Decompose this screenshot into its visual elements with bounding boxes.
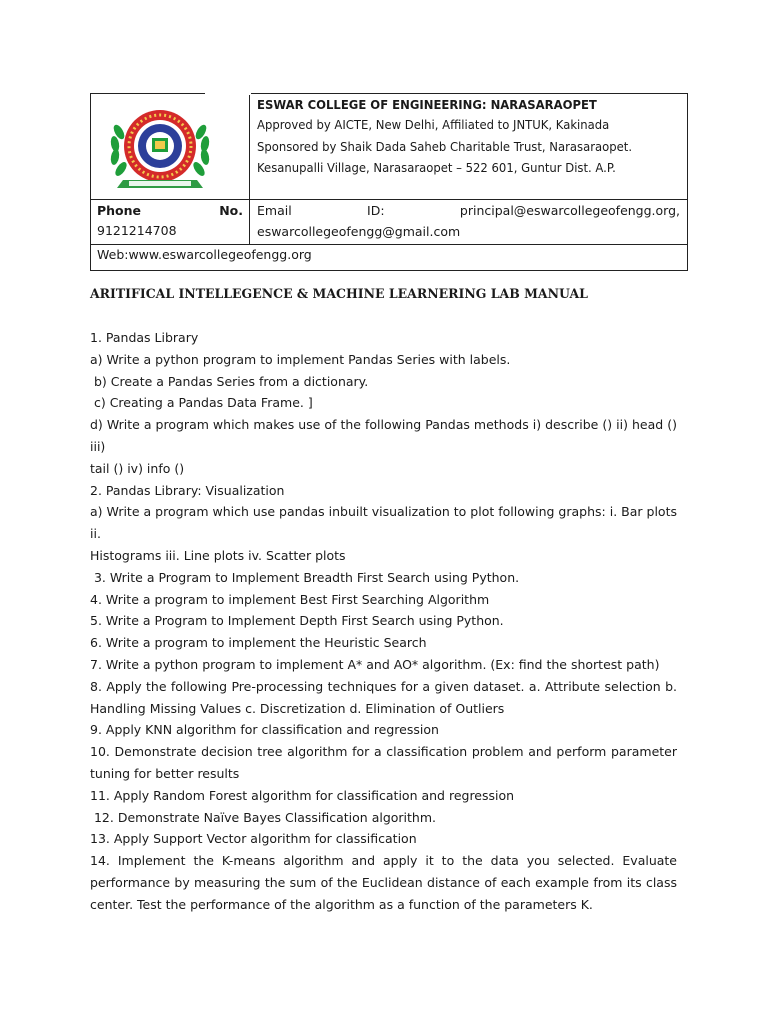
list-line: 11. Apply Random Forest algorithm for classification and regression (90, 787, 515, 803)
list-line: 7. Write a python program to implement A* and AO* algorithm. (Ex: find the shortest path) (90, 656, 660, 672)
sponsor-line: Sponsored by Shaik Dada Saheb Charitable Trust, Narasaraopet. (257, 138, 633, 154)
list-line: 5. Write a Program to Implement Depth First Search using Python. (90, 613, 504, 629)
list-line: center. Test the performance of the algorithm as a function of the parameters K. (90, 896, 593, 912)
phone-label: Phone (97, 203, 142, 218)
college-logo-icon (105, 102, 215, 197)
list-line: 6. Write a program to implement the Heuristic Search (90, 635, 427, 651)
list-line: Histograms iii. Line plots iv. Scatter plots (90, 547, 346, 563)
email-label: Email (257, 203, 292, 218)
approval-line: Approved by AICTE, New Delhi, Affiliated to JNTUK, Kakinada (257, 117, 610, 132)
list-line: 10. Demonstrate decision tree algorithm for a classification problem and perform parameter (90, 744, 677, 760)
website-link[interactable]: Web:www.eswarcollegeofengg.org (97, 247, 312, 262)
college-info-cell (250, 94, 688, 200)
list-line: tuning for better results (90, 765, 240, 781)
phone-number: 9121214708 (97, 223, 177, 238)
phone-no-label: No. (219, 203, 243, 218)
email-secondary[interactable]: eswarcollegeofengg@gmail.com (257, 224, 461, 239)
email-id-label: ID: (367, 203, 385, 218)
address-line: Kesanupalli Village, Narasaraopet – 522 601, Guntur Dist. A.P. (257, 160, 616, 175)
list-line: b) Create a Pandas Series from a dictionary. (90, 373, 369, 389)
email-primary[interactable]: principal@eswarcollegeofengg.org, (459, 203, 680, 218)
manual-title: ARITIFICAL INTELLEGENCE & MACHINE LEARNERING LAB MANUAL (90, 287, 588, 302)
list-line: performance by measuring the sum of the Euclidean distance of each example from its class (90, 874, 677, 890)
list-line: 9. Apply KNN algorithm for classification and regression (90, 722, 439, 738)
phone-cell (91, 200, 250, 245)
website-cell (91, 245, 688, 271)
list-line: d) Write a program which makes use of the following Pandas methods i) describe () ii) head () iii) (90, 417, 677, 454)
list-line: 8. Apply the following Pre-processing techniques for a given dataset. a. Attribute selection b. (90, 678, 677, 694)
list-line: 12. Demonstrate Naïve Bayes Classification algorithm. (90, 809, 437, 825)
list-line: 3. Write a Program to Implement Breadth First Search using Python. (90, 569, 520, 585)
logo-cell (91, 94, 250, 200)
letterhead-table (90, 93, 688, 271)
list-line: c) Creating a Pandas Data Frame. ] (90, 395, 313, 411)
list-line: 1. Pandas Library (90, 330, 199, 345)
email-cell (250, 200, 688, 245)
experiment-list (90, 327, 677, 916)
list-line: 4. Write a program to implement Best First Searching Algorithm (90, 591, 490, 607)
college-name: ESWAR COLLEGE OF ENGINEERING: NARASARAOPET (257, 97, 597, 112)
list-line: 13. Apply Support Vector algorithm for classification (90, 831, 417, 847)
list-line: Handling Missing Values c. Discretization d. Elimination of Outliers (90, 700, 505, 716)
list-line: tail () iv) info () (90, 460, 185, 476)
list-line: 14. Implement the K-means algorithm and apply it to the data you selected. Evaluate (90, 853, 677, 869)
list-line: 2. Pandas Library: Visualization (90, 482, 285, 498)
list-line: a) Write a python program to implement Pandas Series with labels. (90, 351, 511, 367)
list-line: a) Write a program which use pandas inbuilt visualization to plot following graphs: i. Bar plots ii. (90, 504, 677, 542)
